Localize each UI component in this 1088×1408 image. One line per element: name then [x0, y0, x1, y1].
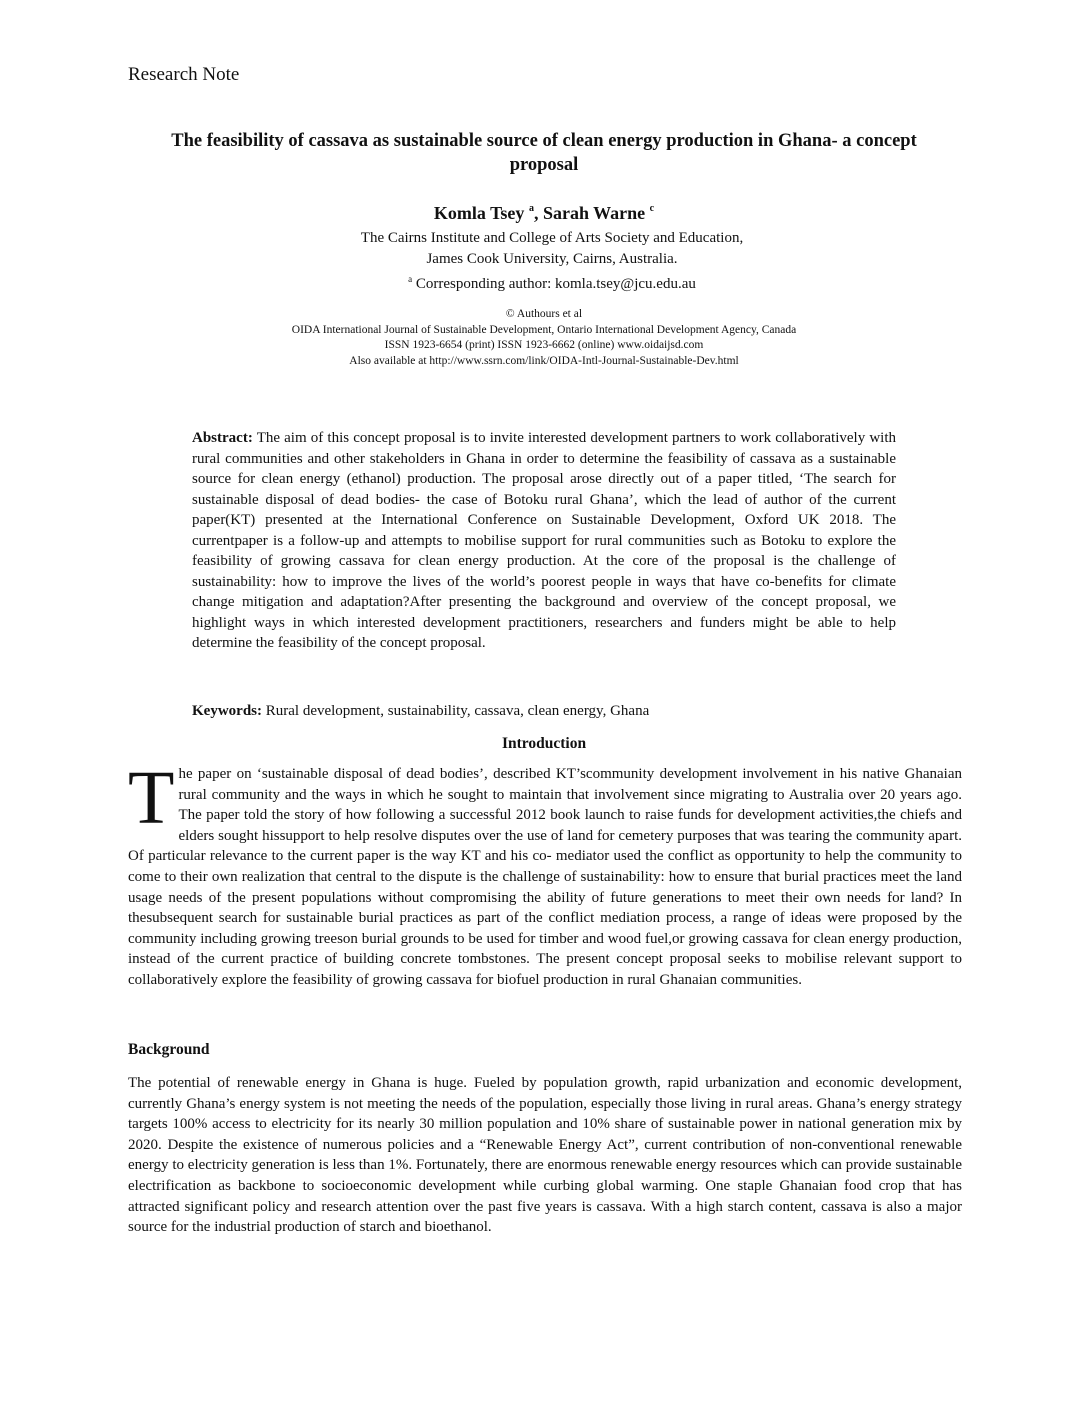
running-head: Research Note — [128, 64, 240, 85]
author-separator: , — [533, 203, 543, 223]
author-superscript: c — [649, 203, 655, 214]
abstract — [192, 428, 896, 654]
availability-line: Also available at http://www.ssrn.com/link/OIDA-Intl-Journal-Sustainable-Dev.html — [349, 354, 739, 367]
drop-cap: T — [128, 756, 175, 840]
author-superscript: a — [528, 203, 534, 214]
corresponding-superscript: a — [408, 274, 413, 284]
issn-line: ISSN 1923-6654 (print) ISSN 1923-6662 (online) www.oidaijsd.com — [384, 339, 704, 351]
corresponding-label: Corresponding author: — [415, 276, 552, 292]
author-name: Komla Tsey — [433, 203, 525, 223]
introduction-text: he paper on ‘sustainable disposal of dead bodies’, described KT’scommunity development involvement in his native Ghanaian rural community and the ways in which he sought to maintain that involvement since migrating to Australia over 20 years ago. The paper told the story of how following a successful 2012 book launch to raise funds for development activities,the chiefs and elders sought hissupport to help resolve disputes over the use of land for cemetery purposes that was tearing the community apart. Of particular relevance to the current paper is the way KT and his co- mediator used the conflict as opportunity to help the community to come to their own realization that central to the dispute is the challenge of sustainability: how to ensure that burial practices meet the land usage needs of the present populations without compromising the ability of future generations to meet their own needs for land? In thesubsequent search for sustainable burial practices as part of the conflict mediation process, a range of ideas were proposed by the community including growing treeson burial grounds to be used for timber and wood fuel,or growing cassava for clean energy production, instead of the current practice of building concrete tombstones. The present concept proposal seeks to mobilise relevant support to collaboratively explore the feasibility of growing cassava for biofuel production in rural Ghanaian communities. — [128, 766, 962, 988]
corresponding-email[interactable]: komla.tsey@jcu.edu.au — [555, 276, 696, 292]
abstract-text: The aim of this concept proposal is to invite interested development partners to work collaboratively with rural communities and other stakeholders in Ghana in order to determine the feasibility of cassava as a sustainable source for clean energy (ethanol) production. The proposal arose directly out of a paper titled, ‘The search for sustainable disposal of dead bodies- the case of Botoku rural Ghana’, which the lead of author of the current paper(KT) presented at the International Conference on Sustainable Development, Oxford UK 2018. The currentpaper is a follow-up and attempts to mobilise support for rural communities such as Botoku to explore the feasibility of growing cassava for clean energy production. At the core of the proposal is the challenge of sustainability: how to improve the lives of the world’s poorest people in ways that have co-benefits for climate change mitigation and adaptation?After presenting the background and overview of the concept proposal, we highlight ways in which interested development practitioners, researchers and funders might be able to help determine the feasibility of the concept proposal. — [192, 430, 896, 651]
keywords — [192, 703, 896, 720]
author-line — [0, 203, 1088, 224]
affiliation-block — [262, 228, 842, 295]
keywords-label: Keywords: — [192, 703, 262, 719]
journal-info — [150, 307, 938, 369]
section-heading-background: Background — [128, 1041, 210, 1058]
affiliation-line: The Cairns Institute and College of Arts Society and Education, — [360, 230, 744, 246]
affiliation-line: James Cook University, Cairns, Australia. — [426, 250, 678, 267]
author-name: Sarah Warne — [542, 203, 646, 223]
keywords-text: Rural development, sustainability, cassava, clean energy, Ghana — [265, 703, 650, 719]
journal-name-line: OIDA International Journal of Sustainable Development, Ontario International Development Agency, Canada — [291, 323, 797, 336]
introduction-body — [128, 756, 962, 991]
section-heading-introduction: Introduction — [501, 735, 587, 752]
abstract-label: Abstract: — [192, 430, 253, 446]
background-body: The potential of renewable energy in Ghana is huge. Fueled by population growth, rapid urbanization and economic development, currently Ghana’s energy system is not meeting the needs of the population, especially those living in rural areas. Ghana’s energy strategy targets 100% access to electricity for its nearly 30 million population and 10% share of sustainable power in national generation mix by 2020. Despite the existence of numerous policies and a “Renewable Energy Act”, current contribution of non-conventional renewable energy to electricity generation is less than 1%. Fortunately, there are enormous renewable energy resources which can provide sustainable electrification as backbone to socioeconomic development while curbing global warming. One staple Ghanaian food crop that has attracted significant policy and research attention over the past five years is cassava. With a high starch content, cassava is also a major source for the industrial production of starch and bioethanol. — [128, 1075, 962, 1236]
paper-title: The feasibility of cassava as sustainable source of clean energy production in Ghana- a concept proposal — [171, 131, 917, 175]
copyright-line: © Authours et al — [505, 308, 583, 320]
corresponding-author — [262, 269, 842, 295]
